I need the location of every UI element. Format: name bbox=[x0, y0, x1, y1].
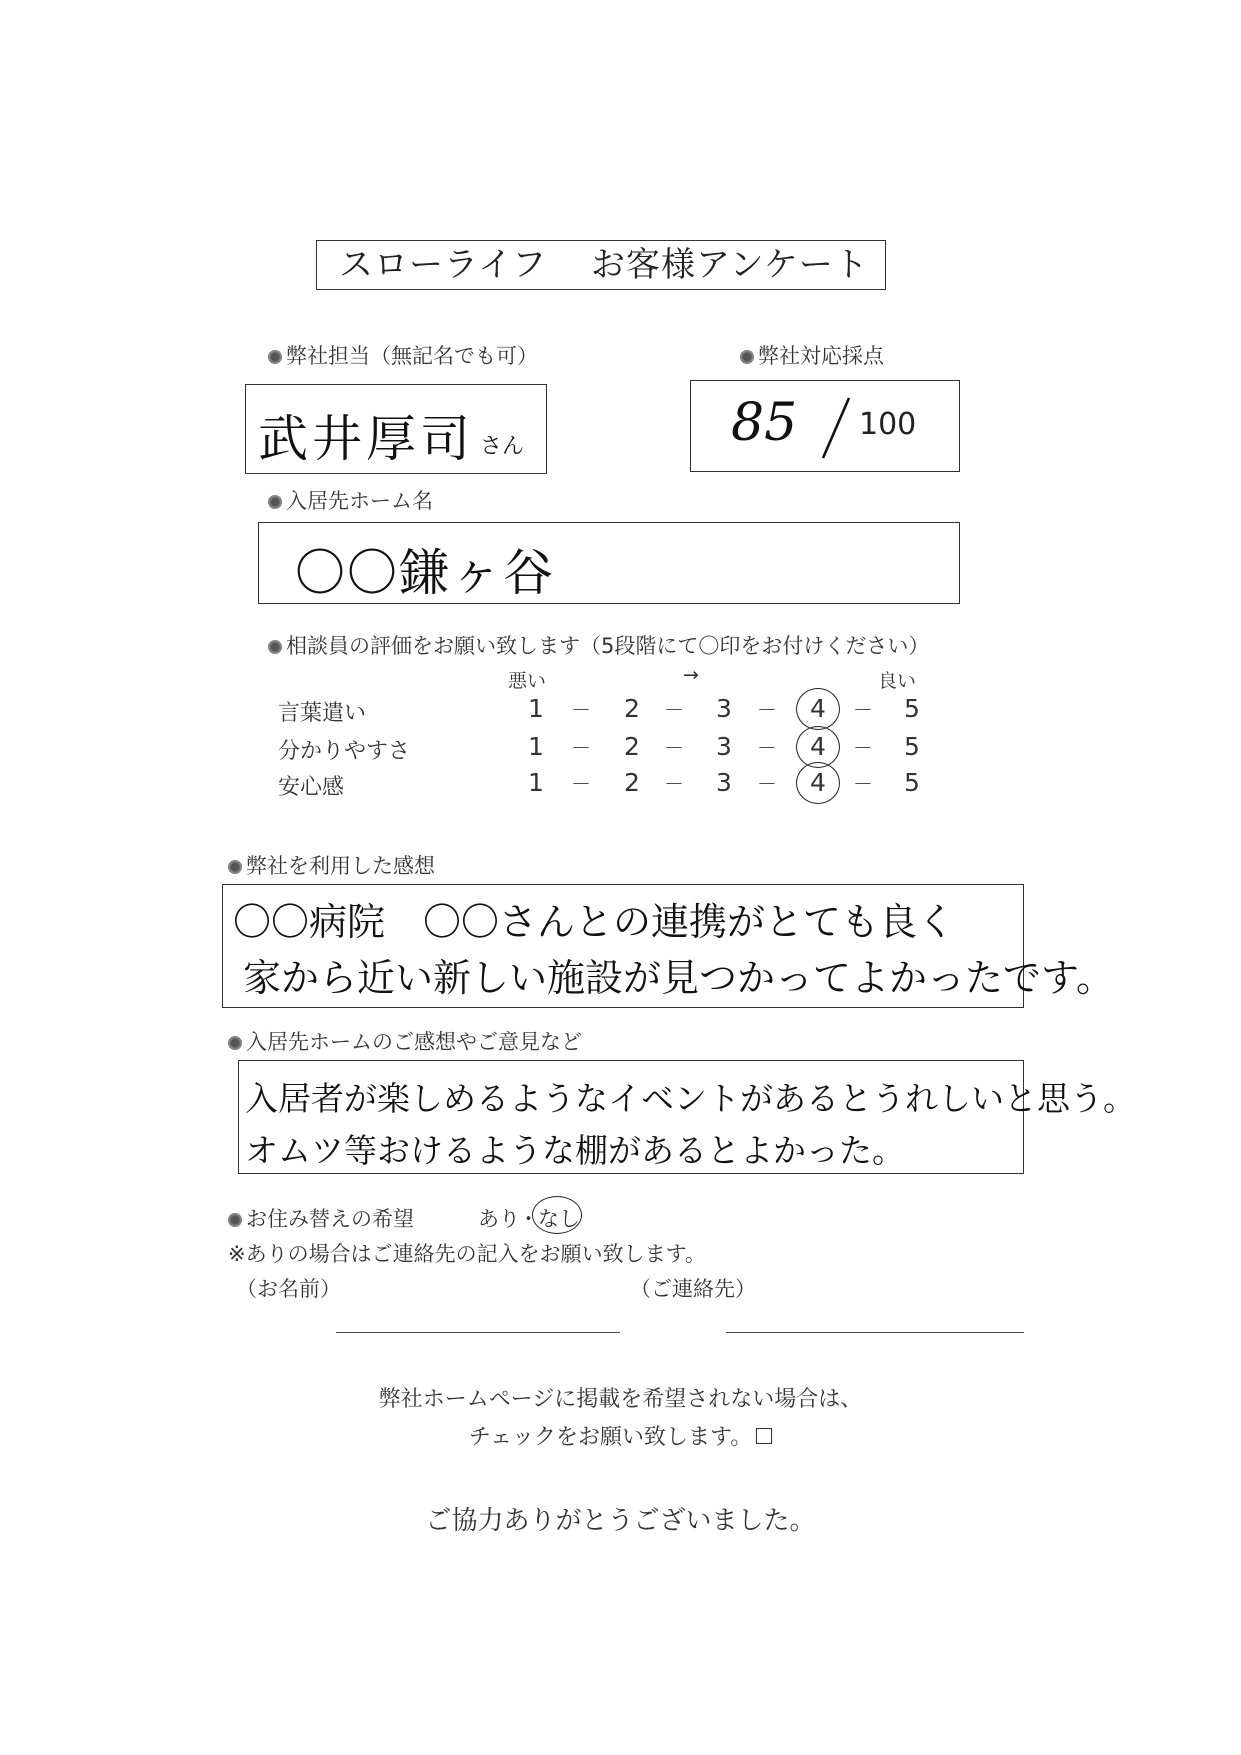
scale-dash: － bbox=[853, 736, 873, 760]
staff-label: 弊社担当（無記名でも可） bbox=[268, 340, 538, 370]
home-feedback-label: 入居先ホームのご感想やご意見など bbox=[228, 1026, 582, 1056]
staff-name: 武井厚司 bbox=[258, 410, 474, 468]
bullet-icon bbox=[268, 640, 282, 654]
scale-dash: － bbox=[853, 698, 873, 722]
name-label: （お名前） bbox=[236, 1277, 341, 1301]
scale-option[interactable]: 5 bbox=[904, 732, 920, 761]
arrow-icon: → bbox=[683, 664, 699, 686]
scale-dash: － bbox=[757, 698, 777, 722]
scale-dash: － bbox=[664, 772, 684, 796]
scale-option[interactable]: 2 bbox=[624, 768, 640, 797]
bullet-icon bbox=[740, 350, 754, 364]
bullet-icon bbox=[228, 1036, 242, 1050]
contact-label: （ご連絡先） bbox=[630, 1277, 756, 1301]
contact-field-line[interactable] bbox=[726, 1332, 1024, 1333]
scale-option[interactable]: 3 bbox=[716, 768, 732, 797]
scale-option[interactable]: 4 bbox=[810, 694, 826, 723]
home-feedback-line-1: 入居者が楽しめるようなイベントがあるとうれしいと思う。 bbox=[245, 1079, 1136, 1118]
survey-title bbox=[316, 240, 886, 290]
scale-dash: － bbox=[571, 772, 591, 796]
relocation-no[interactable]: なし bbox=[538, 1207, 580, 1231]
scale-dash: － bbox=[664, 736, 684, 760]
impression-label: 弊社を利用した感想 bbox=[228, 850, 435, 880]
score-value: 85 bbox=[731, 393, 798, 453]
scale-option[interactable]: 4 bbox=[810, 732, 826, 761]
score-label: 弊社対応採点 bbox=[740, 340, 884, 370]
relocation-yes[interactable]: あり bbox=[478, 1207, 520, 1231]
name-field-line[interactable] bbox=[336, 1332, 620, 1333]
bullet-icon bbox=[228, 860, 242, 874]
scale-option[interactable]: 2 bbox=[624, 694, 640, 723]
evaluation-row-label: 分かりやすさ bbox=[278, 739, 411, 764]
bullet-icon bbox=[228, 1213, 242, 1227]
website-line-2 bbox=[0, 1420, 1241, 1451]
relocation-label: お住み替えの希望 bbox=[228, 1203, 414, 1233]
scale-dash: － bbox=[571, 736, 591, 760]
staff-name-box[interactable] bbox=[245, 384, 547, 474]
score-slash bbox=[819, 395, 853, 461]
impression-line-2: 家から近い新しい施設が見つかってよかったです。 bbox=[243, 956, 1114, 1000]
title-company: スローライフ bbox=[339, 245, 547, 285]
scale-dash: － bbox=[757, 736, 777, 760]
home-feedback-box[interactable] bbox=[238, 1060, 1136, 1174]
website-line-2-text: チェックをお願い致します。 bbox=[468, 1425, 753, 1450]
scale-option[interactable]: 3 bbox=[716, 732, 732, 761]
evaluation-row-label: 安心感 bbox=[278, 775, 345, 800]
evaluation-label: 相談員の評価をお願い致します（5段階にて〇印をお付けください） bbox=[268, 630, 929, 660]
home-name-box[interactable] bbox=[258, 522, 960, 604]
title-survey: お客様アンケート bbox=[590, 245, 869, 285]
staff-honorific: さん bbox=[480, 434, 525, 459]
scale-dash: － bbox=[853, 772, 873, 796]
selected-score-circle bbox=[796, 762, 840, 804]
score-max: 100 bbox=[859, 407, 917, 442]
score-box[interactable] bbox=[690, 380, 960, 472]
thanks-message: ご協力ありがとうございました。 bbox=[425, 1506, 816, 1536]
good-label: 良い bbox=[878, 670, 917, 692]
home-name: 〇〇鎌ヶ谷 bbox=[295, 544, 555, 602]
relocation-separator: ・ bbox=[518, 1207, 539, 1231]
selected-score-circle bbox=[796, 688, 840, 730]
website-line-1: 弊社ホームページに掲載を希望されない場合は、 bbox=[378, 1387, 863, 1412]
scale-option[interactable]: 1 bbox=[528, 694, 544, 723]
scale-option[interactable]: 2 bbox=[624, 732, 640, 761]
scale-option[interactable]: 5 bbox=[904, 768, 920, 797]
home-label: 入居先ホーム名 bbox=[268, 485, 433, 515]
scale-dash: － bbox=[757, 772, 777, 796]
scale-option[interactable]: 1 bbox=[528, 732, 544, 761]
scale-option[interactable]: 5 bbox=[904, 694, 920, 723]
bullet-icon bbox=[268, 495, 282, 509]
evaluation-row-label: 言葉遣い bbox=[278, 701, 367, 726]
relocation-note: ※ありの場合はご連絡先の記入をお願い致します。 bbox=[228, 1242, 706, 1266]
impression-box[interactable] bbox=[222, 884, 1114, 1008]
scale-option[interactable]: 1 bbox=[528, 768, 544, 797]
selected-option-circle bbox=[532, 1196, 582, 1234]
scale-dash: － bbox=[664, 698, 684, 722]
impression-line-1: 〇〇病院 〇〇さんとの連携がとても良く bbox=[233, 900, 956, 944]
home-feedback-line-2: オムツ等おけるような棚があるとよかった。 bbox=[245, 1131, 905, 1170]
scale-option[interactable]: 3 bbox=[716, 694, 732, 723]
bad-label: 悪い bbox=[508, 670, 547, 692]
scale-option[interactable]: 4 bbox=[810, 768, 826, 797]
scale-dash: － bbox=[571, 698, 591, 722]
bullet-icon bbox=[268, 350, 282, 364]
no-publish-checkbox[interactable] bbox=[756, 1428, 772, 1444]
